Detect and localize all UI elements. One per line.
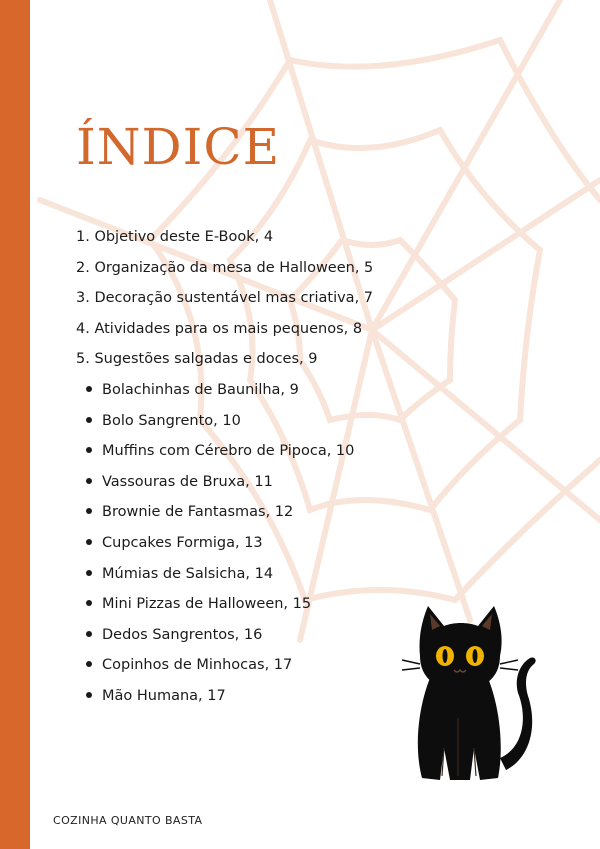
bullet-icon	[86, 539, 92, 545]
toc-subitem[interactable]: Brownie de Fantasmas, 12	[76, 497, 496, 528]
toc-subitem[interactable]: Mini Pizzas de Halloween, 15	[76, 589, 496, 620]
bullet-icon	[86, 508, 92, 514]
toc-subitem[interactable]: Múmias de Salsicha, 14	[76, 559, 496, 590]
black-cat-illustration	[388, 598, 548, 788]
footer-brand: COZINHA QUANTO BASTA	[53, 814, 203, 827]
toc-subitem[interactable]: Cupcakes Formiga, 13	[76, 528, 496, 559]
toc-subitem[interactable]: Copinhos de Minhocas, 17	[76, 650, 496, 681]
bullet-icon	[86, 692, 92, 698]
bullet-icon	[86, 386, 92, 392]
bullet-icon	[86, 447, 92, 453]
toc-item[interactable]: 2. Organização da mesa de Halloween, 5	[76, 259, 374, 276]
bullet-icon	[86, 570, 92, 576]
toc-subitem[interactable]: Mão Humana, 17	[76, 681, 496, 712]
bullet-icon	[86, 600, 92, 606]
toc-subitem[interactable]: Bolo Sangrento, 10	[76, 406, 496, 437]
toc-item[interactable]: 3. Decoração sustentável mas criativa, 7	[76, 290, 374, 307]
toc-subitem[interactable]: Dedos Sangrentos, 16	[76, 620, 496, 651]
toc-subitem[interactable]: Vassouras de Bruxa, 11	[76, 467, 496, 498]
toc-item[interactable]: 4. Atividades para os mais pequenos, 8	[76, 320, 363, 337]
bullet-icon	[86, 478, 92, 484]
page-title: ÍNDICE	[76, 118, 281, 176]
bullet-icon	[86, 417, 92, 423]
bullet-icon	[86, 631, 92, 637]
toc-subitem[interactable]: Muffins com Cérebro de Pipoca, 10	[76, 436, 496, 467]
toc-subitem[interactable]: Bolachinhas de Baunilha, 9	[76, 375, 496, 406]
toc-item[interactable]: 1. Objetivo deste E-Book, 4	[76, 229, 274, 245]
bullet-icon	[86, 661, 92, 667]
toc-item[interactable]: 5. Sugestões salgadas e doces, 9	[76, 351, 318, 368]
